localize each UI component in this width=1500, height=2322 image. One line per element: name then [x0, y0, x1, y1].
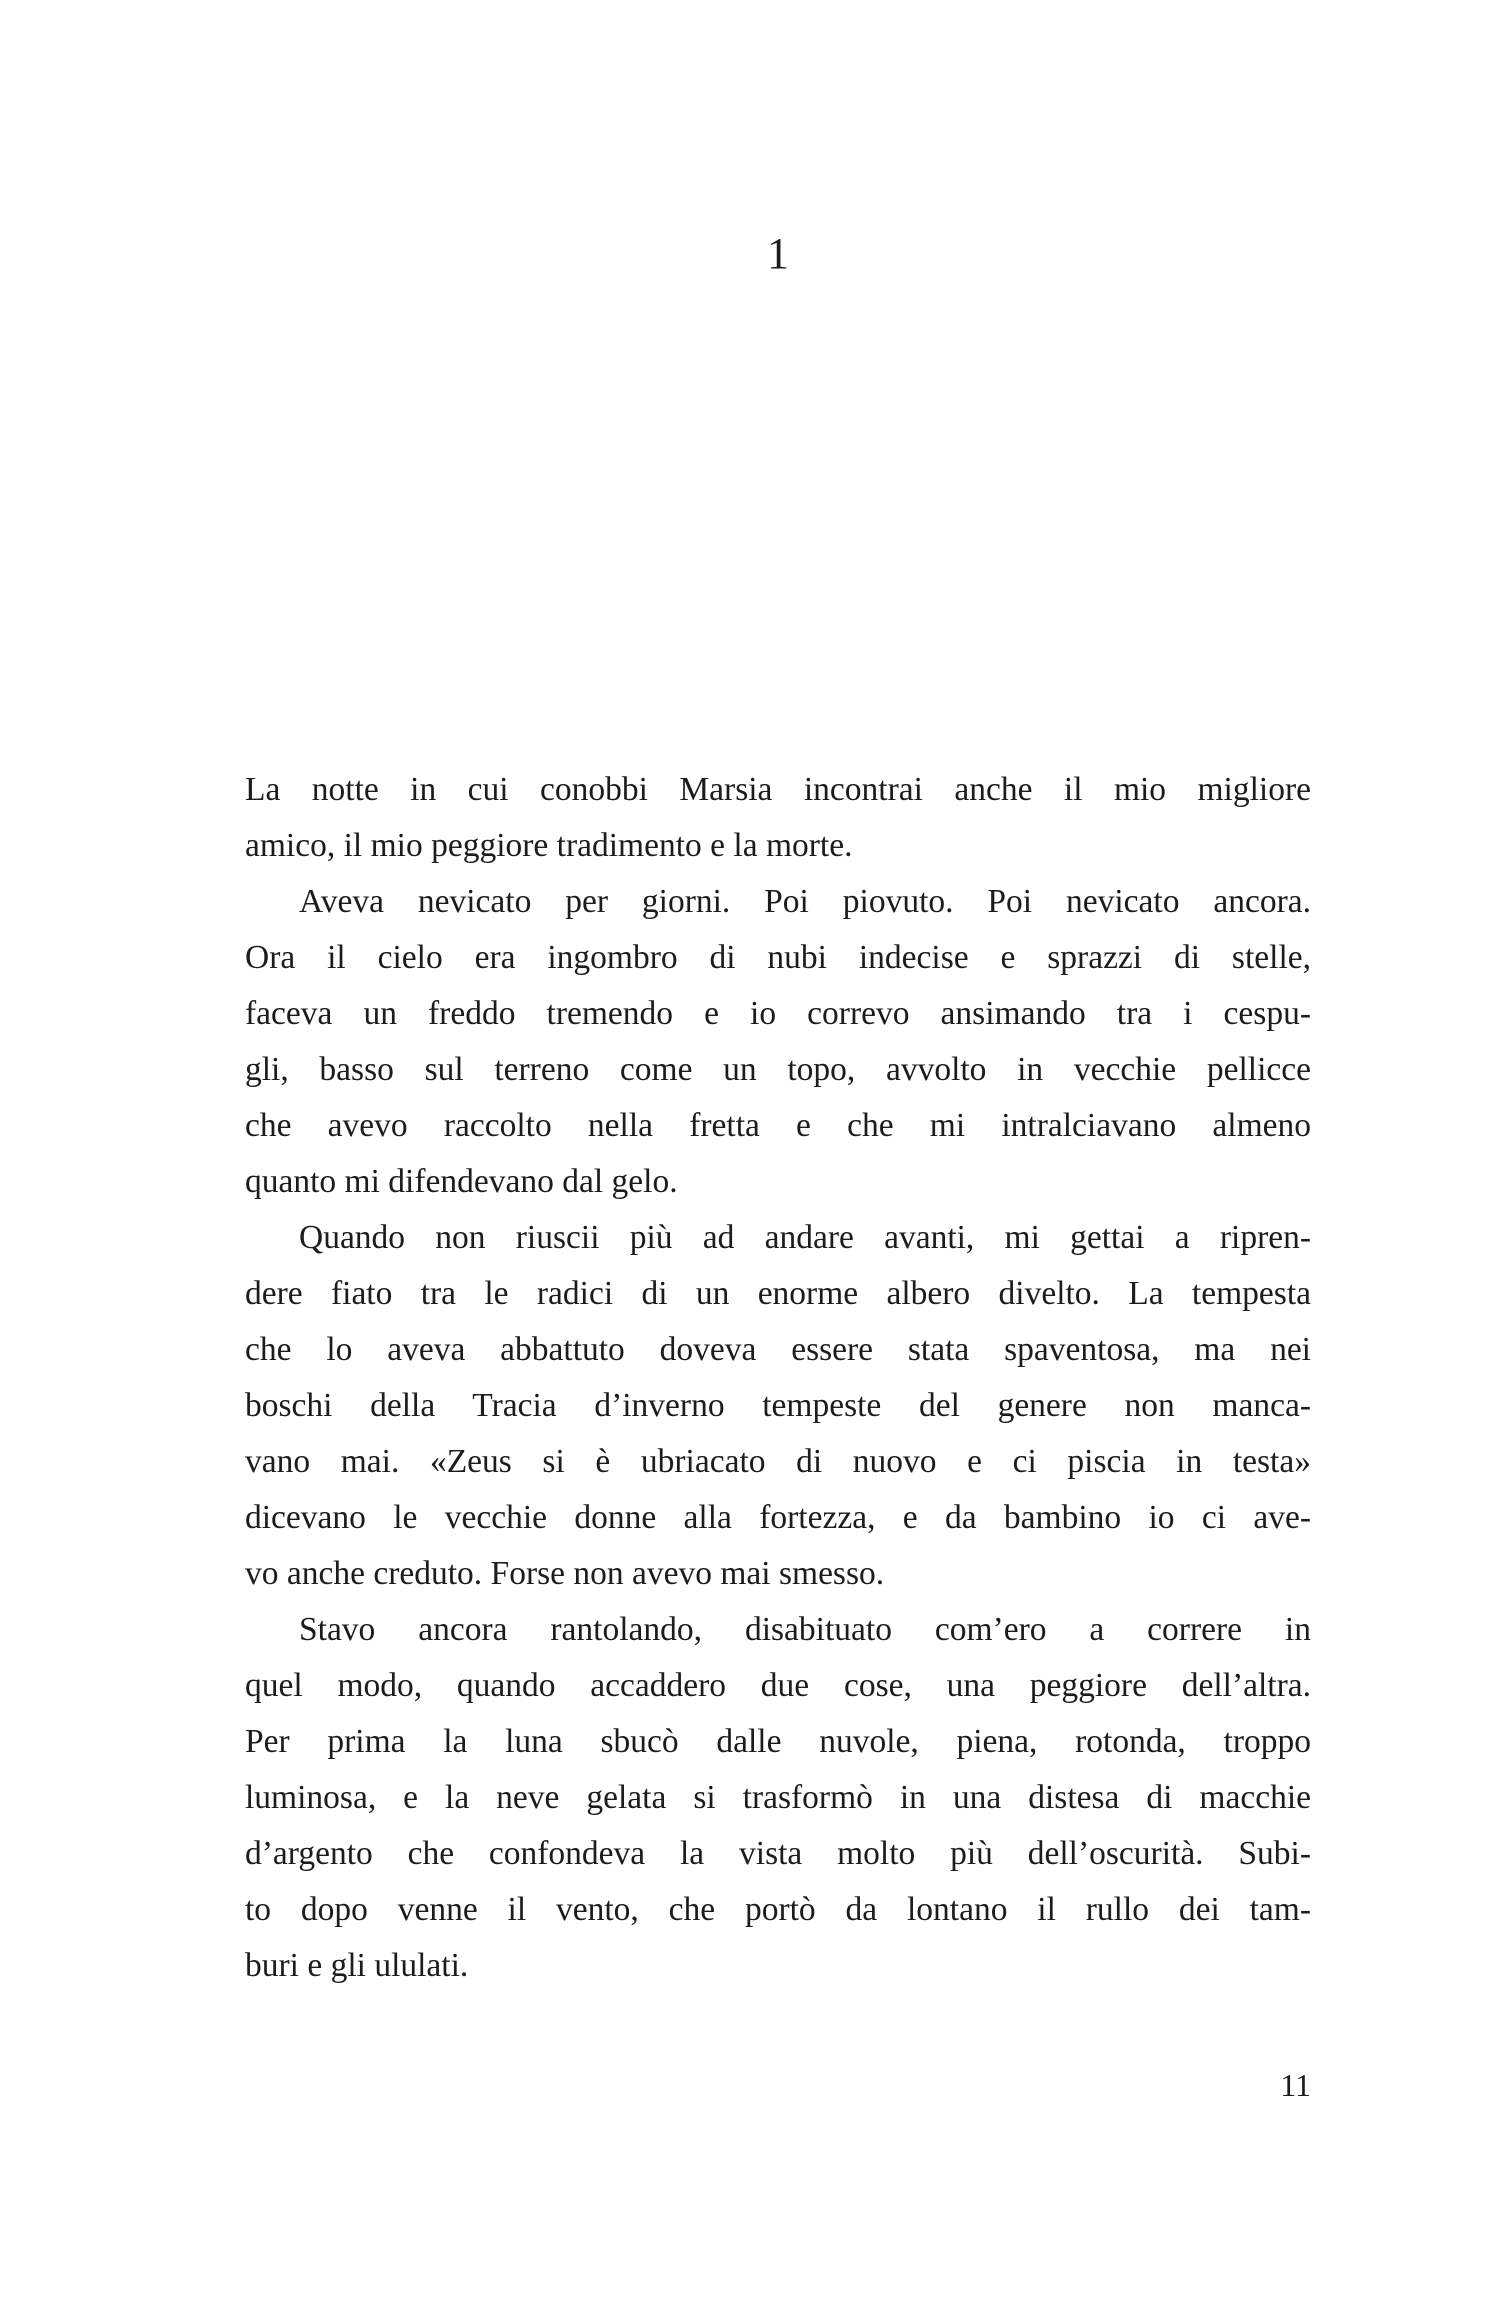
text-line: dere fiato tra le radici di un enorme albero divelto. La tempesta	[245, 1275, 1311, 1312]
text-line: to dopo venne il vento, che portò da lontano il rullo dei tam-	[245, 1891, 1311, 1928]
text-line: vo anche creduto. Forse non avevo mai smesso.	[245, 1555, 885, 1592]
text-line: Ora il cielo era ingombro di nubi indecise e sprazzi di stelle,	[245, 939, 1311, 976]
text-line: Stavo ancora rantolando, disabituato com’ero a correre in	[299, 1611, 1311, 1648]
text-line: dicevano le vecchie donne alla fortezza, e da bambino io ci ave-	[245, 1499, 1311, 1536]
text-line: gli, basso sul terreno come un topo, avvolto in vecchie pellicce	[245, 1051, 1311, 1088]
text-line: luminosa, e la neve gelata si trasformò in una distesa di macchie	[245, 1779, 1311, 1816]
text-line: quel modo, quando accaddero due cose, una peggiore dell’altra.	[245, 1667, 1311, 1704]
page-number: 11	[1280, 2067, 1311, 2103]
text-line: d’argento che confondeva la vista molto più dell’oscurità. Subi-	[245, 1835, 1311, 1872]
text-line: faceva un freddo tremendo e io correvo ansimando tra i cespu-	[245, 995, 1311, 1032]
chapter-number: 1	[767, 229, 789, 278]
text-line: amico, il mio peggiore tradimento e la morte.	[245, 827, 853, 864]
text-line: buri e gli ululati.	[245, 1947, 469, 1984]
text-block	[245, 762, 1311, 1994]
text-line: che avevo raccolto nella fretta e che mi intralciavano almeno	[245, 1107, 1311, 1144]
text-line: vano mai. «Zeus si è ubriacato di nuovo e ci piscia in testa»	[245, 1443, 1311, 1480]
text-line: Aveva nevicato per giorni. Poi piovuto. Poi nevicato ancora.	[299, 883, 1311, 920]
text-line: boschi della Tracia d’inverno tempeste del genere non manca-	[245, 1387, 1311, 1424]
text-line: La notte in cui conobbi Marsia incontrai anche il mio migliore	[245, 771, 1311, 808]
text-line: quanto mi difendevano dal gelo.	[245, 1163, 678, 1200]
text-line: Quando non riuscii più ad andare avanti, mi gettai a ripren-	[299, 1219, 1311, 1256]
text-line: Per prima la luna sbucò dalle nuvole, piena, rotonda, troppo	[245, 1723, 1311, 1760]
text-line: che lo aveva abbattuto doveva essere stata spaventosa, ma nei	[245, 1331, 1311, 1368]
